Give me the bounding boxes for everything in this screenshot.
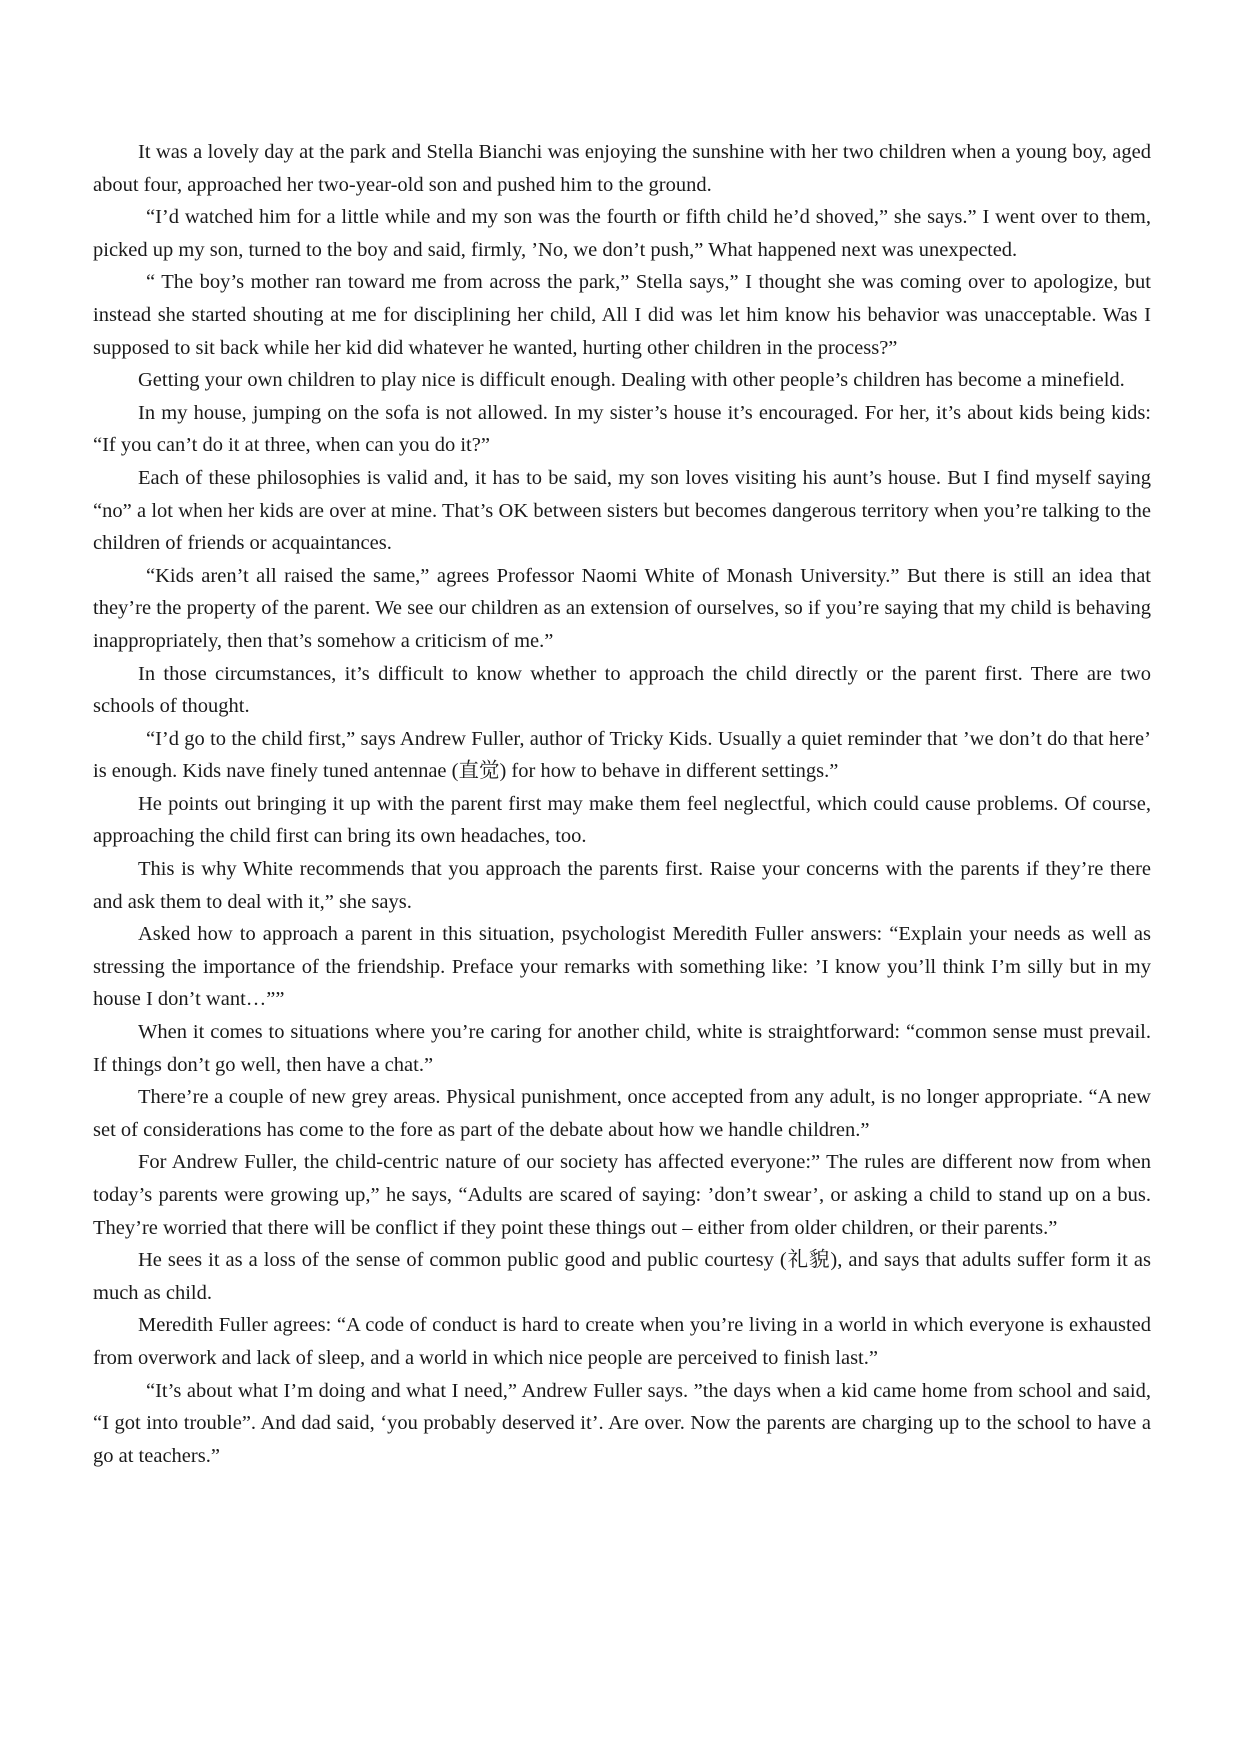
paragraph: “It’s about what I’m doing and what I need,” Andrew Fuller says. ”the days when a kid came home from school and said, “I got into trouble”. And dad said, ‘you probably deserved it’. Are over. Now the parents are charging up to the school to have a go at teachers.” bbox=[93, 1379, 1151, 1467]
paragraph: There’re a couple of new grey areas. Physical punishment, once accepted from any adult, is no longer appropriate. “A new set of considerations has come to the fore as part of the debate about how we handle children.” bbox=[93, 1086, 1151, 1141]
paragraph: “ The boy’s mother ran toward me from across the park,” Stella says,” I thought she was coming over to apologize, but instead she started shouting at me for disciplining her child, All I did was let him know his behavior was unacceptable. Was I supposed to sit back while her kid did whatever he wanted, hurting other children in the process?” bbox=[93, 271, 1151, 359]
paragraph: For Andrew Fuller, the child-centric nature of our society has affected everyone:” The rules are different now from when today’s parents were growing up,” he says, “Adults are scared of saying: ’don’t swear’, or asking a child to stand up on a bus. They’re worried that there will be conflict if they point these things out – either from older children, or their parents.” bbox=[93, 1151, 1151, 1239]
paragraph: “I’d watched him for a little while and my son was the fourth or fifth child he’d shoved,” she says.” I went over to them, picked up my son, turned to the boy and said, firmly, ’No, we don’t push,” What happened next was unexpected. bbox=[93, 206, 1151, 261]
paragraph: He points out bringing it up with the parent first may make them feel neglectful, which could cause problems. Of course, approaching the child first can bring its own headaches, too. bbox=[93, 792, 1151, 848]
paragraph: “I’d go to the child first,” says Andrew Fuller, author of Tricky Kids. Usually a quiet reminder that ’we don’t do that here’ is enough. Kids nave finely tuned antennae (直觉) for how to behave in different settings.” bbox=[93, 727, 1151, 783]
paragraph: He sees it as a loss of the sense of common public good and public courtesy (礼貌), and says that adults suffer form it as much as child. bbox=[93, 1249, 1151, 1304]
paragraph: Each of these philosophies is valid and, it has to be said, my son loves visiting his aunt’s house. But I find myself saying “no” a lot when her kids are over at mine. That’s OK between sisters but becomes dangerous territory when you’re talking to the children of friends or acquaintances. bbox=[93, 466, 1151, 555]
paragraph: In those circumstances, it’s difficult to know whether to approach the child directly or the parent first. There are two schools of thought. bbox=[93, 662, 1151, 718]
paragraph: In my house, jumping on the sofa is not allowed. In my sister’s house it’s encouraged. For her, it’s about kids being kids: “If you can’t do it at three, when can you do it?” bbox=[93, 401, 1151, 457]
paragraph: Asked how to approach a parent in this situation, psychologist Meredith Fuller answers: “Explain your needs as well as stressing the importance of the friendship. Preface your remarks with something like: ’I know you’ll think I’m silly but in my house I don’t want…”” bbox=[93, 923, 1151, 1011]
paragraph: Getting your own children to play nice is difficult enough. Dealing with other people’s children has become a minefield. bbox=[138, 369, 1125, 392]
paragraph: This is why White recommends that you approach the parents first. Raise your concerns with the parents if they’re there and ask them to deal with it,” she says. bbox=[93, 858, 1151, 913]
paragraph: When it comes to situations where you’re caring for another child, white is straightforward: “common sense must prevail. If things don’t go well, then have a chat.” bbox=[93, 1021, 1151, 1076]
paragraph: It was a lovely day at the park and Stella Bianchi was enjoying the sunshine with her two children when a young boy, aged about four, approached her two-year-old son and pushed him to the ground. bbox=[93, 141, 1151, 196]
paragraph: Meredith Fuller agrees: “A code of conduct is hard to create when you’re living in a world in which everyone is exhausted from overwork and lack of sleep, and a world in which nice people are perceived to finish last.” bbox=[93, 1314, 1151, 1369]
document-body bbox=[93, 136, 1151, 1472]
paragraph: “Kids aren’t all raised the same,” agrees Professor Naomi White of Monash University.” But there is still an idea that they’re the property of the parent. We see our children as an extension of ourselves, so if you’re saying that my child is behaving inappropriately, then that’s somehow a criticism of me.” bbox=[93, 564, 1151, 652]
